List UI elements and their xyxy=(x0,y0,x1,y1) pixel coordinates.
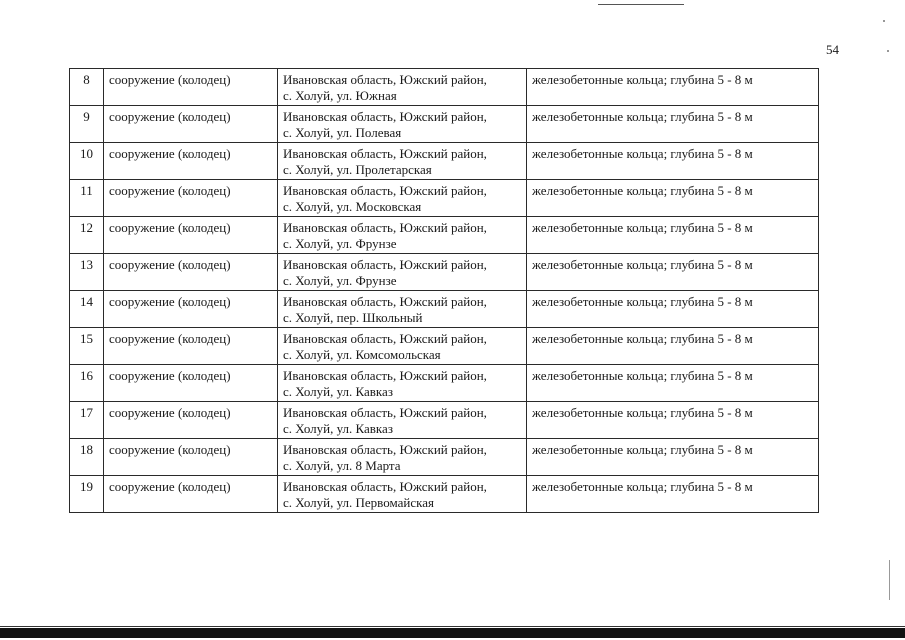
object-type-cell: сооружение (колодец) xyxy=(104,69,278,106)
address-cell xyxy=(278,180,527,217)
object-type-cell: сооружение (колодец) xyxy=(104,365,278,402)
address-line-street: с. Холуй, ул. Пролетарская xyxy=(283,162,432,177)
table-body xyxy=(70,69,819,513)
row-number-cell: 18 xyxy=(70,439,104,476)
address-line-region: Ивановская область, Южский район, xyxy=(283,294,487,309)
object-type-cell: сооружение (колодец) xyxy=(104,254,278,291)
row-number-cell: 8 xyxy=(70,69,104,106)
scan-edge-bar xyxy=(0,628,905,638)
address-cell xyxy=(278,328,527,365)
scan-artifact-mark xyxy=(889,560,890,600)
address-line-region: Ивановская область, Южский район, xyxy=(283,257,487,272)
description-cell: железобетонные кольца; глубина 5 - 8 м xyxy=(527,328,819,365)
object-type-cell: сооружение (колодец) xyxy=(104,180,278,217)
description-cell: железобетонные кольца; глубина 5 - 8 м xyxy=(527,476,819,513)
address-line-street: с. Холуй, ул. Комсомольская xyxy=(283,347,441,362)
address-line-street: с. Холуй, ул. Первомайская xyxy=(283,495,434,510)
address-line-region: Ивановская область, Южский район, xyxy=(283,220,487,235)
address-line-region: Ивановская область, Южский район, xyxy=(283,146,487,161)
row-number-cell: 15 xyxy=(70,328,104,365)
description-cell: железобетонные кольца; глубина 5 - 8 м xyxy=(527,291,819,328)
address-line-street: с. Холуй, ул. Фрунзе xyxy=(283,236,397,251)
row-number-cell: 14 xyxy=(70,291,104,328)
page-number: 54 xyxy=(826,42,839,57)
description-cell: железобетонные кольца; глубина 5 - 8 м xyxy=(527,254,819,291)
table-row xyxy=(70,402,819,439)
row-number-cell: 19 xyxy=(70,476,104,513)
address-cell xyxy=(278,476,527,513)
table-row xyxy=(70,439,819,476)
address-line-street: с. Холуй, ул. Московская xyxy=(283,199,422,214)
scan-edge-line xyxy=(0,626,905,627)
table-row xyxy=(70,254,819,291)
address-line-region: Ивановская область, Южский район, xyxy=(283,109,487,124)
table-row xyxy=(70,365,819,402)
address-line-street: с. Холуй, ул. Кавказ xyxy=(283,421,393,436)
row-number-cell: 16 xyxy=(70,365,104,402)
address-line-region: Ивановская область, Южский район, xyxy=(283,368,487,383)
table-row xyxy=(70,476,819,513)
table-row xyxy=(70,69,819,106)
object-type-cell: сооружение (колодец) xyxy=(104,106,278,143)
description-cell: железобетонные кольца; глубина 5 - 8 м xyxy=(527,106,819,143)
object-type-cell: сооружение (колодец) xyxy=(104,439,278,476)
scan-artifact-line xyxy=(598,4,684,5)
address-cell xyxy=(278,402,527,439)
description-cell: железобетонные кольца; глубина 5 - 8 м xyxy=(527,69,819,106)
address-cell xyxy=(278,439,527,476)
address-line-street: с. Холуй, ул. Кавказ xyxy=(283,384,393,399)
address-line-street: с. Холуй, пер. Школьный xyxy=(283,310,423,325)
table-row xyxy=(70,143,819,180)
row-number-cell: 17 xyxy=(70,402,104,439)
object-type-cell: сооружение (колодец) xyxy=(104,291,278,328)
address-cell xyxy=(278,291,527,328)
object-type-cell: сооружение (колодец) xyxy=(104,217,278,254)
table-row xyxy=(70,291,819,328)
table-row xyxy=(70,106,819,143)
object-type-cell: сооружение (колодец) xyxy=(104,143,278,180)
address-line-street: с. Холуй, ул. Южная xyxy=(283,88,397,103)
object-type-cell: сооружение (колодец) xyxy=(104,402,278,439)
scan-speck xyxy=(883,20,885,22)
address-cell xyxy=(278,143,527,180)
scan-speck xyxy=(887,50,889,52)
description-cell: железобетонные кольца; глубина 5 - 8 м xyxy=(527,217,819,254)
description-cell: железобетонные кольца; глубина 5 - 8 м xyxy=(527,402,819,439)
address-cell xyxy=(278,254,527,291)
description-cell: железобетонные кольца; глубина 5 - 8 м xyxy=(527,180,819,217)
address-line-street: с. Холуй, ул. Полевая xyxy=(283,125,402,140)
address-cell xyxy=(278,365,527,402)
address-line-region: Ивановская область, Южский район, xyxy=(283,72,487,87)
row-number-cell: 11 xyxy=(70,180,104,217)
address-line-region: Ивановская область, Южский район, xyxy=(283,331,487,346)
table-row xyxy=(70,180,819,217)
row-number-cell: 9 xyxy=(70,106,104,143)
object-type-cell: сооружение (колодец) xyxy=(104,328,278,365)
object-type-cell: сооружение (колодец) xyxy=(104,476,278,513)
description-cell: железобетонные кольца; глубина 5 - 8 м xyxy=(527,365,819,402)
description-cell: железобетонные кольца; глубина 5 - 8 м xyxy=(527,439,819,476)
address-line-street: с. Холуй, ул. 8 Марта xyxy=(283,458,401,473)
row-number-cell: 12 xyxy=(70,217,104,254)
description-cell: железобетонные кольца; глубина 5 - 8 м xyxy=(527,143,819,180)
address-line-region: Ивановская область, Южский район, xyxy=(283,442,487,457)
address-line-region: Ивановская область, Южский район, xyxy=(283,479,487,494)
table-row xyxy=(70,217,819,254)
address-cell xyxy=(278,69,527,106)
address-line-region: Ивановская область, Южский район, xyxy=(283,405,487,420)
row-number-cell: 13 xyxy=(70,254,104,291)
structures-table xyxy=(69,68,819,513)
address-cell xyxy=(278,106,527,143)
address-line-street: с. Холуй, ул. Фрунзе xyxy=(283,273,397,288)
table-row xyxy=(70,328,819,365)
row-number-cell: 10 xyxy=(70,143,104,180)
address-cell xyxy=(278,217,527,254)
address-line-region: Ивановская область, Южский район, xyxy=(283,183,487,198)
